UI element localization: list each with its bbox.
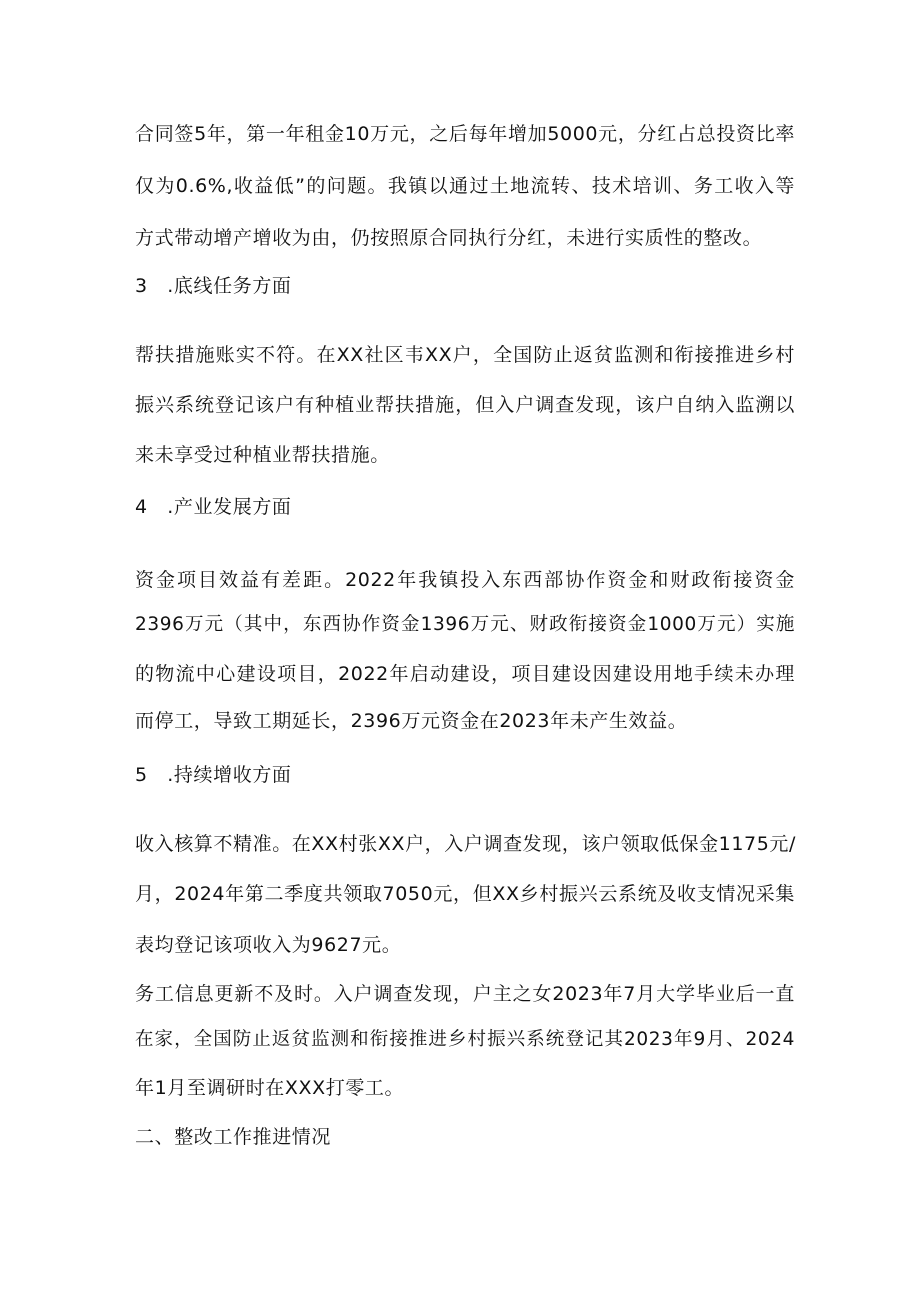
paragraph-b-line-2: 振兴系统登记该户有种植业帮扶措施，但入户调查发现，该户自纳入监溯以	[135, 394, 795, 416]
paragraph-c-line-3: 的物流中心建设项目，2022年启动建设，项目建设因建设用地手续未办理	[135, 663, 795, 685]
paragraph-a-line-3: 方式带动增产增收为由，仍按照原合同执行分红，未进行实质性的整改。	[135, 227, 763, 249]
paragraph-e-line-3: 年1月至调研时在XXX打零工。	[135, 1077, 405, 1099]
paragraph-e-line-1: 务工信息更新不及时。入户调查发现，户主之女2023年7月大学毕业后一直	[135, 983, 795, 1005]
heading-sustained-income: 5 .持续增收方面	[135, 764, 292, 786]
paragraph-c-line-2: 2396万元（其中，东西协作资金1396万元、财政衔接资金1000万元）实施	[135, 614, 795, 635]
paragraph-d-line-2: 月，2024年第二季度共领取7050元，但XX乡村振兴云系统及收支情况采集	[135, 883, 795, 905]
paragraph-b-line-1: 帮扶措施账实不符。在XX社区韦XX户，全国防止返贫监测和衔接推进乡村	[135, 344, 795, 366]
heading-bottom-line-tasks: 3 .底线任务方面	[135, 275, 292, 297]
paragraph-b-line-3: 来未享受过种植业帮扶措施。	[135, 444, 390, 466]
paragraph-d-line-1: 收入核算不精准。在XX村张XX户，入户调查发现，该户领取低保金1175元/	[135, 833, 797, 855]
paragraph-a-line-1: 合同签5年，第一年租金10万元，之后每年增加5000元，分红占总投资比率	[135, 123, 795, 145]
paragraph-c-line-1: 资金项目效益有差距。2022年我镇投入东西部协作资金和财政衔接资金	[135, 569, 795, 591]
paragraph-c-line-4: 而停工，导致工期延长，2396万元资金在2023年未产生效益。	[135, 710, 688, 732]
section-2-heading: 二、整改工作推进情况	[135, 1126, 332, 1148]
paragraph-d-line-3: 表均登记该项收入为9627元。	[135, 934, 402, 956]
paragraph-a-line-2: 仅为0.6%,收益低”的问题。我镇以通过土地流转、技术培训、务工收入等	[135, 175, 795, 197]
heading-industry-development: 4 .产业发展方面	[135, 496, 292, 518]
paragraph-e-line-2: 在家，全国防止返贫监测和衔接推进乡村振兴系统登记其2023年9月、2024	[135, 1029, 795, 1050]
